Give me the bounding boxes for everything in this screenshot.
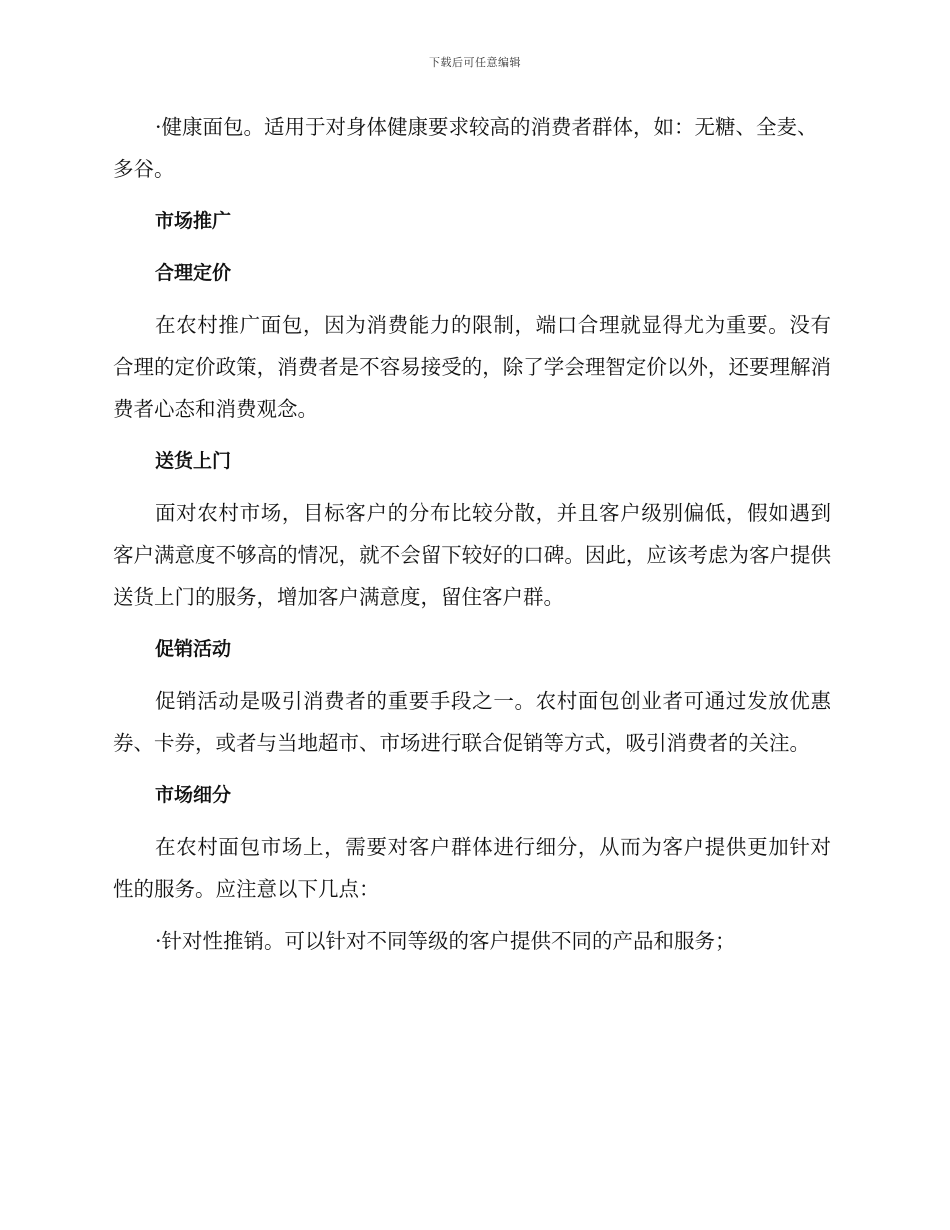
paragraph-segmentation: 在农村面包市场上，需要对客户群体进行细分，从而为客户提供更加针对性的服务。应注意以下几点： [113,835,831,901]
bullet-healthy-bread: ·健康面包。适用于对身体健康要求较高的消费者群体，如：无糖、全麦、多谷。 [113,115,818,181]
paragraph-pricing: 在农村推广面包，因为消费能力的限制，端口合理就显得尤为重要。没有合理的定价政策，消费者是不容易接受的，除了学会理智定价以外，还要理解消费者心态和消费观念。 [113,313,831,421]
document-body [113,106,831,972]
bullet-targeted-sales: ·针对性推销。可以针对不同等级的客户提供不同的产品和服务； [155,929,736,953]
heading-market-promotion: 市场推广 [155,210,232,232]
paragraph-promotions: 促销活动是吸引消费者的重要手段之一。农村面包创业者可通过发放优惠券、卡券，或者与当地超市、市场进行联合促销等方式，吸引消费者的关注。 [113,689,831,755]
page-header: 下载后可任意编辑 [429,56,521,69]
heading-promotions: 促销活动 [155,638,232,660]
heading-market-segmentation: 市场细分 [155,784,232,806]
heading-reasonable-pricing: 合理定价 [155,262,232,284]
heading-home-delivery: 送货上门 [155,450,232,472]
paragraph-delivery: 面对农村市场，目标客户的分布比较分散，并且客户级别偏低，假如遇到客户满意度不够高的情况，就不会留下较好的口碑。因此，应该考虑为客户提供送货上门的服务，增加客户满意度，留住客户群。 [113,501,831,609]
